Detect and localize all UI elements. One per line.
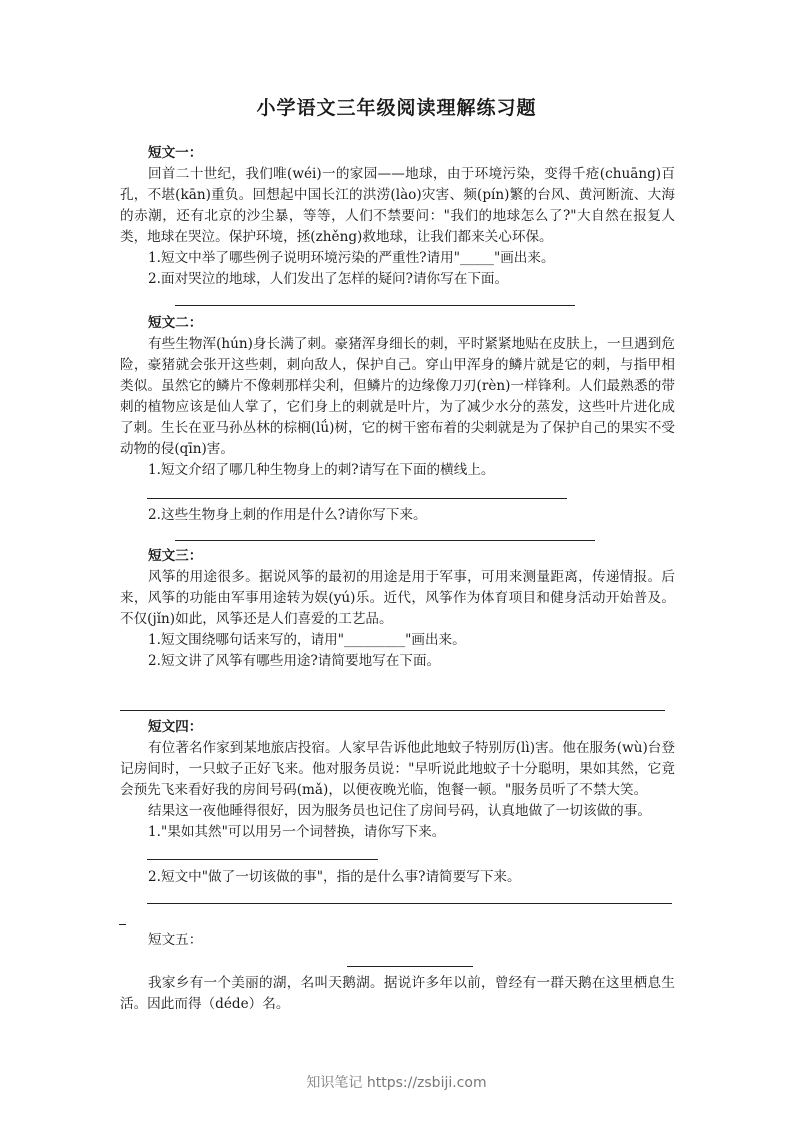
- passage-text: 有些生物浑(hún)身长满了刺。豪猪浑身细长的刺，平时紧紧地贴在皮肤上，一旦遇到危险，豪猪就会张开这些刺，刺向敌人，保护自己。穿山甲浑身的鳞片就是它的刺，与指甲相类似。虽然它的鳞片不像刺那样尖利，但鳞片的边缘像刀刃(rèn)一样锋利。人们最熟悉的带刺的植物应该是仙人掌了，它们身上的刺就是叶片，为了减少水分的蒸发，这些叶片进化成了刺。生长在亚马孙丛林的棕榈(lǘ)树，它的树干密布着的尖刺就是为了保护自己的果实不受动物的侵(qīn)害。: [120, 336, 675, 457]
- passage-5-heading-block: [120, 930, 675, 951]
- answer-line[interactable]: [147, 903, 672, 904]
- title-answer-line[interactable]: [347, 966, 473, 967]
- passage-heading: 短文一：: [148, 145, 203, 161]
- question-1: 1."果如其然"可以用另一个词替换，请你写下来。: [148, 824, 446, 840]
- passage-text: 回首二十世纪，我们唯(wéi)一的家园——地球，由于环境污染，变得千疮(chuāng)百孔，不堪(kān)重负。回想起中国长江的洪涝(lào)灾害、频(pín)繁的台风、黄河断流、大海的赤潮，还有北京的沙尘暴，等等，人们不禁要问："我们的地球怎么了?"大自然在报复人类，地球在哭泣。保护环境，拯(zhěng)救地球，让我们都来关心环保。: [120, 166, 675, 245]
- question-2: 2.这些生物身上刺的作用是什么?请你写下来。: [148, 507, 427, 523]
- passage-4: [120, 717, 675, 843]
- footer-watermark: 知识笔记 https://zsbiji.com: [306, 1075, 487, 1091]
- question-2: 2.短文讲了风筝有哪些用途?请简要地写在下面。: [148, 653, 441, 669]
- passage-4-question-2: [120, 867, 675, 888]
- passage-text: 风筝的用途很多。据说风筝的最初的用途是用于军事，可用来测量距离，传递情报。后来，风筝的功能由军事用途转为娱(yú)乐。近代，风筝作为体育项目和健身活动开始普及。不仅(jǐn)如此，风筝还是人们喜爱的工艺品。: [120, 569, 675, 627]
- passage-text: 有位著名作家到某地旅店投宿。人家早告诉他此地蚊子特别厉(lì)害。他在服务(wù)台登记房间时，一只蚊子正好飞来。他对服务员说："早听说此地蚊子十分聪明，果如其然，它竟会预先飞来看好我的房间号码(mǎ)，以便夜晚光临，饱餐一顿。"服务员听了不禁大笑。: [120, 740, 675, 798]
- passage-2: [120, 313, 675, 481]
- passage-heading: 短文四：: [148, 719, 203, 735]
- passage-1: [120, 143, 675, 290]
- answer-line[interactable]: [147, 498, 567, 499]
- passage-2-question-2: [120, 505, 675, 526]
- question-2: 2.面对哭泣的地球，人们发出了怎样的疑问?请你写在下面。: [148, 271, 509, 287]
- answer-line[interactable]: [175, 540, 595, 541]
- passage-5: [120, 973, 675, 1015]
- question-1: 1.短文介绍了哪几种生物身上的刺?请写在下面的横线上。: [148, 462, 495, 478]
- passage-heading: 短文三：: [148, 548, 203, 564]
- question-1: 1.短文中举了哪些例子说明环境污染的严重性?请用"_____"画出来。: [148, 250, 555, 266]
- passage-heading: 短文五：: [148, 932, 203, 948]
- passage-heading: 短文二：: [148, 315, 203, 331]
- answer-line[interactable]: [147, 859, 378, 860]
- answer-line[interactable]: [175, 305, 575, 306]
- page-title: 小学语文三年级阅读理解练习题: [256, 97, 537, 119]
- passage-3: [120, 546, 675, 672]
- passage-text-continued: 结果这一夜他睡得很好，因为服务员也记住了房间号码，认真地做了一切该做的事。: [148, 803, 651, 819]
- answer-line[interactable]: [120, 710, 665, 711]
- answer-line-stub: [119, 924, 126, 925]
- question-1: 1.短文围绕哪句话来写的，请用"_________"画出来。: [148, 632, 466, 648]
- question-2: 2.短文中"做了一切该做的事"，指的是什么事?请简要写下来。: [148, 869, 521, 885]
- passage-text: 我家乡有一个美丽的湖，名叫天鹅湖。据说许多年以前，曾经有一群天鹅在这里栖息生活。因此而得（déde）名。: [120, 975, 675, 1012]
